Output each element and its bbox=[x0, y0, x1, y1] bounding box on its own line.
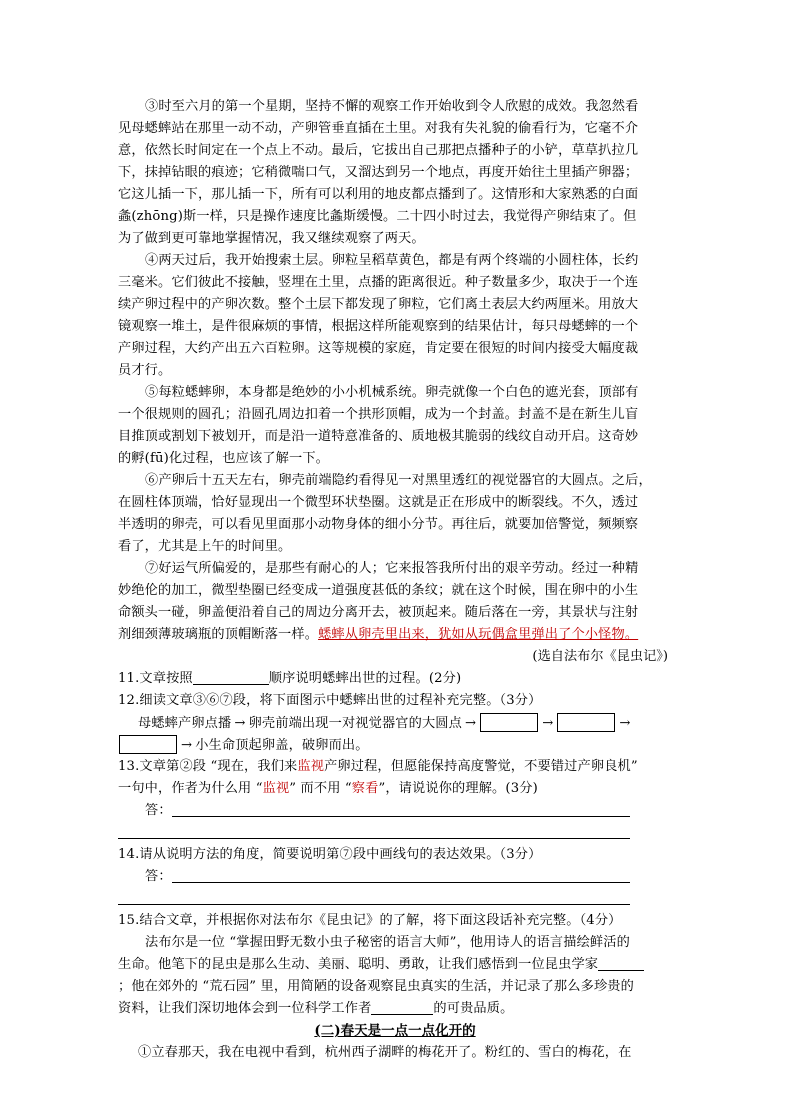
q13-e: 一句中，作者为什么用 “ bbox=[118, 781, 263, 796]
q13-a: 13.文章第 bbox=[118, 759, 180, 774]
arrow-icon: → bbox=[181, 738, 193, 753]
q13-answer-line-2[interactable] bbox=[118, 838, 630, 839]
p5-line-1: ⑤每粒蟋蟀卵，本身都是绝妙的小小机械系统。卵壳就像一个白色的遮光套，顶部有 bbox=[145, 385, 639, 400]
q15-blank-1[interactable] bbox=[598, 956, 644, 971]
p7-line-4-text: 剂细颈薄玻璃瓶的顶帽断落一样。 bbox=[118, 627, 319, 642]
q13-num: ② bbox=[179, 759, 193, 774]
q15-line-1: 法布尔是一位 “掌握田野无数小虫子秘密的语言大师”，他用诗人的语言描绘鲜活的 bbox=[145, 935, 630, 950]
arrow-icon: → bbox=[234, 716, 246, 731]
q13-highlight-3: 察看 bbox=[351, 781, 379, 796]
question-14: 14.请从说明方法的角度，简要说明第⑦段中画线句的表达效果。（3分） bbox=[118, 847, 542, 862]
q11-text-a: 11.文章按照 bbox=[118, 671, 193, 686]
q13-highlight-2: 监视 bbox=[262, 781, 290, 796]
p3-line-3: 意，依然长时间定在一个点上不动。最后，它拔出自己那把点播种子的小铲，草草扒拉几 bbox=[118, 143, 639, 158]
q12-answer-box-2[interactable] bbox=[557, 713, 615, 732]
p7-line-1: ⑦好运气所偏爱的，是那些有耐心的人；它来报答我所付出的艰辛劳动。经过一种精 bbox=[145, 561, 639, 576]
p5-line-2: 一个很规则的圆孔；沿圆孔周边扣着一个拱形顶帽，成为一个封盖。封盖不是在新生儿盲 bbox=[118, 407, 639, 422]
section-2-title-text: (二)春天是一点一点化开的 bbox=[314, 1023, 476, 1039]
p4-line-1: ④两天过后，我开始搜索土层。卵粒呈稻草黄色，都是有两个终端的小圆柱体，长约 bbox=[145, 253, 639, 268]
question-13-line-2 bbox=[118, 779, 678, 799]
q12-flow-row-2 bbox=[118, 735, 678, 756]
p7-line-2: 妙绝伦的加工，微型垫圈已经变成一道强度甚低的条纹；就在这个时候，围在卵中的小生 bbox=[118, 583, 639, 598]
p5-line-3: 目推顶或割划下被划开，而是沿一道特意准备的、质地极其脆弱的线纹自动开启。这奇妙 bbox=[118, 429, 639, 444]
q15-line-2-text: 生命。他笔下的昆虫是那么生动、美丽、聪明、勇敢，让我们感悟到一位昆虫学家 bbox=[118, 957, 599, 972]
p6-line-4: 看了，尤其是上午的时间里。 bbox=[118, 539, 292, 554]
q12-flow-start: 母蟋蟀产卵点播 bbox=[138, 716, 232, 731]
q15-line-2 bbox=[118, 955, 678, 975]
p4-line-6: 员才行。 bbox=[118, 363, 172, 378]
q12-flow-row-1 bbox=[138, 713, 698, 734]
q14-answer-line-2[interactable] bbox=[118, 904, 630, 905]
p3-line-7: 为了做到更可靠地掌握情况，我又继续观察了两天。 bbox=[118, 231, 425, 246]
question-12: 12.细读文章③⑥⑦段，将下面图示中蟋蟀出世的过程补充完整。（3分） bbox=[118, 693, 542, 708]
p3-line-5: 它这儿插一下，那儿插一下，所有可以利用的地皮都点播到了。这情形和大家熟悉的白面 bbox=[118, 187, 639, 202]
question-13-line-1 bbox=[118, 757, 678, 777]
q15-line-4 bbox=[118, 999, 678, 1019]
underlined-sentence: 蟋蟀从卵壳里出来，犹如从玩偶盒里弹出了个小怪物。 bbox=[318, 627, 639, 642]
q13-i: ”，请说说你的理解。(3分) bbox=[378, 781, 538, 796]
q11-text-b: 顺序说明蟋蟀出世的过程。(2分) bbox=[268, 671, 462, 686]
p7-line-3: 命额头一碰，卵盖便沿着自己的周边分离开去，被顶起来。随后落在一旁，其景状与注射 bbox=[118, 605, 639, 620]
p3-line-4: 下，抹掉钻眼的痕迹；它稍微喘口气，又溜达到另一个地点，再度开始往土里插产卵器； bbox=[118, 165, 639, 180]
q14-answer-label: 答： bbox=[145, 869, 172, 884]
q14-answer-line-1[interactable] bbox=[172, 882, 630, 883]
p6-line-2: 在圆柱体顶端，恰好显现出一个微型环状垫圈。这就是正在形成中的断裂线。不久，透过 bbox=[118, 495, 639, 510]
q15-line-3: ；他在郊外的 “荒石园” 里，用简陋的设备观察昆虫真实的生活，并记录了那么多珍贵的 bbox=[118, 979, 634, 994]
q11-blank[interactable] bbox=[193, 670, 269, 685]
p7-line-4 bbox=[118, 625, 678, 645]
q13-highlight-1: 监视 bbox=[297, 759, 325, 774]
p5-line-4: 的孵(fū)化过程，也应该了解一下。 bbox=[118, 451, 329, 466]
p6-line-3: 半透明的卵壳，可以看见里面那小动物身体的细小分节。再往后，就要加倍警觉，频频察 bbox=[118, 517, 639, 532]
arrow-icon: → bbox=[619, 716, 631, 731]
section-2-title bbox=[0, 1021, 790, 1041]
p4-line-4: 镜观察一堆土，是件很麻烦的事情，根据这样所能观察到的结果估计，每只母蟋蟀的一个 bbox=[118, 319, 639, 334]
q12-flow-step2: 卵壳前端出现一对视觉器官的大圆点 bbox=[248, 716, 462, 731]
q13-d: 产卵过程，但愿能保持高度警觉，不要错过产卵良机” bbox=[324, 759, 638, 774]
q13-b: 段 “现在，我们来 bbox=[192, 759, 298, 774]
q12-answer-box-3[interactable] bbox=[119, 735, 177, 754]
p6-line-1: ⑥产卵后十五天左右，卵壳前端隐约看得见一对黑里透红的视觉器官的大圆点。之后， bbox=[145, 473, 652, 488]
q12-flow-end: 小生命顶起卵盖，破卵而出。 bbox=[195, 738, 369, 753]
section-2-p1: ①立春那天，我在电视中看到，杭州西子湖畔的梅花开了。粉红的、雪白的梅花，在 bbox=[138, 1045, 632, 1060]
p4-line-3: 续产卵过程中的产卵次数。整个土层下都发现了卵粒，它们离土表层大约两厘米。用放大 bbox=[118, 297, 639, 312]
p4-line-2: 三毫米。它们彼此不接触，竖埋在土里，点播的距离很近。种子数量多少，取决于一个连 bbox=[118, 275, 639, 290]
arrow-icon: → bbox=[464, 716, 477, 731]
q15-line-4-b: 的可贵品质。 bbox=[433, 1001, 514, 1016]
q15-blank-2[interactable] bbox=[371, 1000, 433, 1015]
p3-line-1: ③时至六月的第一个星期，坚持不懈的观察工作开始收到令人欣慰的成效。我忽然看 bbox=[145, 99, 639, 114]
source-citation: (选自法布尔《昆虫记》) bbox=[532, 649, 668, 664]
q15-line-4-a: 资料，让我们深切地体会到一位科学工作者 bbox=[118, 1001, 372, 1016]
q12-answer-box-1[interactable] bbox=[480, 713, 538, 732]
q13-g: ” 而不用 “ bbox=[289, 781, 352, 796]
p3-line-2: 见母蟋蟀站在那里一动不动，产卵管垂直插在土里。对我有失礼貌的偷看行为，它毫不介 bbox=[118, 121, 639, 136]
q13-answer-label: 答： bbox=[145, 803, 172, 818]
q13-answer-line-1[interactable] bbox=[172, 816, 630, 817]
p4-line-5: 产卵过程，大约产出五六百粒卵。这等规模的家庭，肯定要在很短的时间内接受大幅度裁 bbox=[118, 341, 639, 356]
question-15: 15.结合文章，并根据你对法布尔《昆虫记》的了解，将下面这段话补充完整。（4分） bbox=[118, 913, 622, 928]
p3-line-6: 螽(zhōng)斯一样，只是操作速度比螽斯缓慢。二十四小时过去，我觉得产卵结束了。但 bbox=[118, 209, 637, 224]
arrow-icon: → bbox=[542, 716, 554, 731]
question-11 bbox=[118, 669, 678, 689]
